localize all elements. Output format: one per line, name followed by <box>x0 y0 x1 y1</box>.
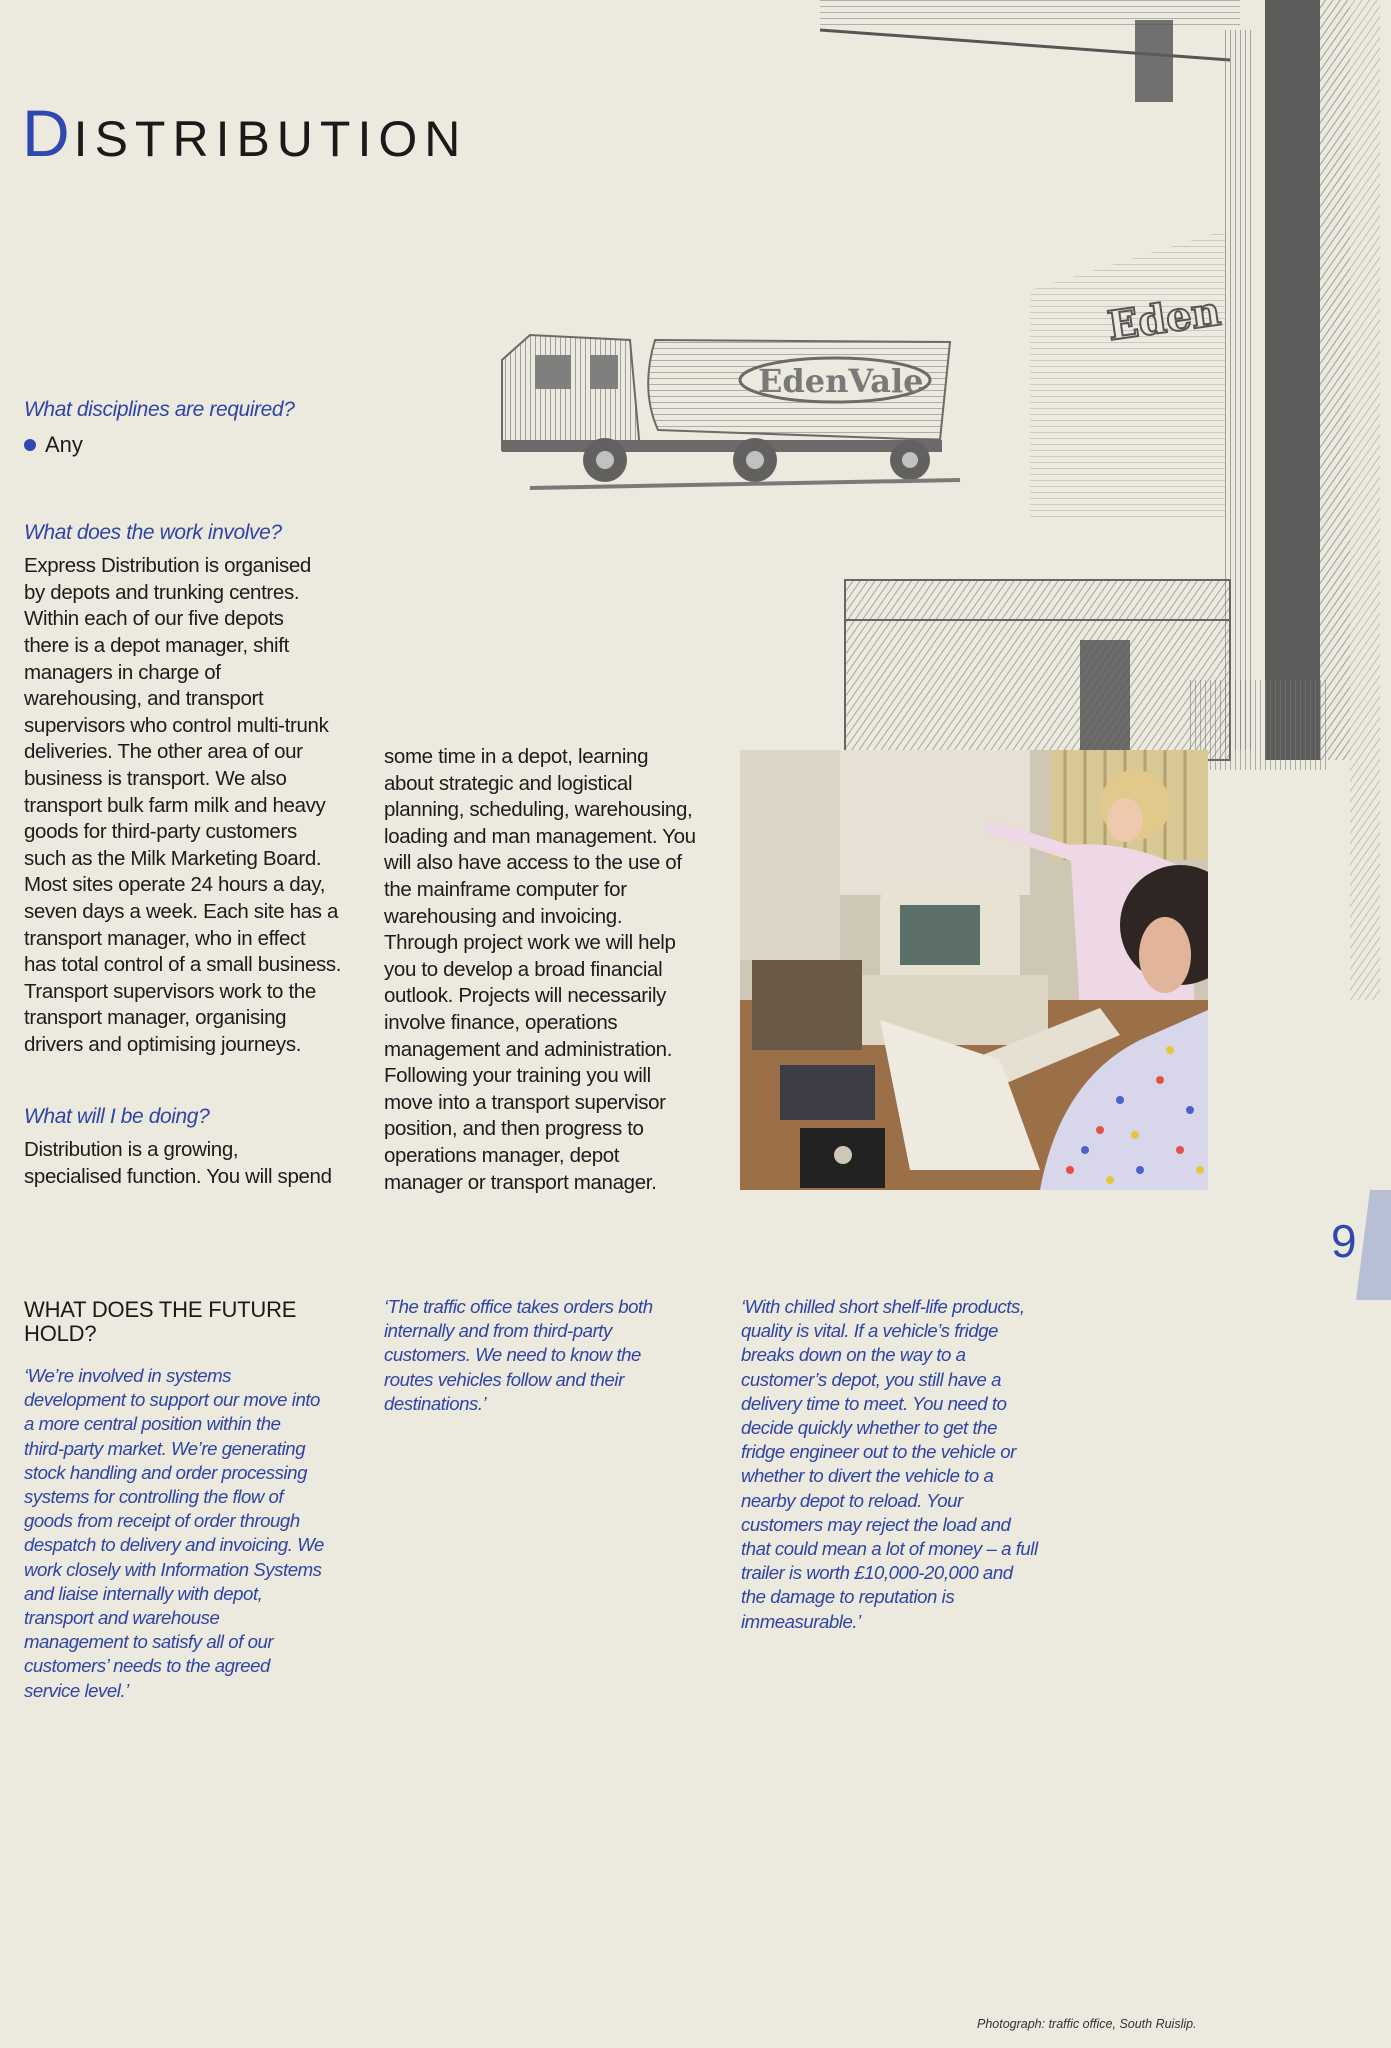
photo-caption: Photograph: traffic office, South Ruislip. <box>977 2017 1197 2031</box>
chilled-products-quote <box>741 1295 1101 1634</box>
quote-line: despatch to delivery and invoicing. We <box>24 1534 324 1556</box>
text-line: goods for third-party customers <box>24 820 297 844</box>
title-rest: ISTRIBUTION <box>73 111 468 167</box>
text-line: planning, scheduling, warehousing, <box>384 798 693 822</box>
page-tab-marker <box>1356 1190 1391 1300</box>
text-line: manager or transport manager. <box>384 1170 657 1194</box>
text-line: supervisors who control multi-trunk <box>24 713 329 737</box>
text-line: transport bulk farm milk and heavy <box>24 793 326 817</box>
text-line: Express Distribution is organised <box>24 554 311 578</box>
future-heading <box>24 1298 364 1346</box>
work-involve-body <box>24 553 354 1058</box>
svg-text:EdenVale: EdenVale <box>758 362 924 400</box>
disciplines-section <box>24 397 294 458</box>
work-involve-question: What does the work involve? <box>24 521 282 544</box>
traffic-office-quote <box>384 1295 724 1416</box>
text-line: warehousing, and transport <box>24 687 264 711</box>
quote-line: goods from receipt of order through <box>24 1510 300 1532</box>
text-line: Transport supervisors work to the <box>24 979 316 1003</box>
text-line: there is a depot manager, shift <box>24 633 289 657</box>
text-line: involve finance, operations <box>384 1010 618 1034</box>
text-line: business is transport. We also <box>24 766 287 790</box>
text-line: Distribution is a growing, <box>24 1138 239 1162</box>
quote-line: customers may reject the load and <box>741 1513 1011 1535</box>
quote-line: customers. We need to know the <box>384 1344 641 1366</box>
quote-line: trailer is worth £10,000-20,000 and <box>741 1562 1013 1584</box>
text-line: management and administration. <box>384 1037 673 1061</box>
quote-line: work closely with Information Systems <box>24 1558 322 1580</box>
quote-line: internally and from third-party <box>384 1320 612 1342</box>
text-line: transport manager, organising <box>24 1006 287 1030</box>
quote-line: transport and warehouse <box>24 1607 220 1629</box>
quote-line: stock handling and order processing <box>24 1461 307 1483</box>
text-line: the mainframe computer for <box>384 877 627 901</box>
quote-line: and liaise internally with depot, <box>24 1582 263 1604</box>
bullet-icon <box>24 439 36 451</box>
heading-line: WHAT DOES THE FUTURE <box>24 1297 297 1322</box>
text-line: some time in a depot, learning <box>384 745 649 768</box>
quote-line: breaks down on the way to a <box>741 1344 966 1366</box>
quote-line: third-party market. We’re generating <box>24 1437 306 1459</box>
text-line: Most sites operate 24 hours a day, <box>24 873 326 897</box>
text-line: transport manager, who in effect <box>24 926 306 950</box>
quote-line: nearby depot to reload. Your <box>741 1489 963 1511</box>
text-line: about strategic and logistical <box>384 771 633 795</box>
quote-line: a more central position within the <box>24 1413 281 1435</box>
disciplines-question: What disciplines are required? <box>24 398 295 421</box>
quote-line: ‘We’re involved in systems <box>24 1365 232 1386</box>
quote-line: ‘The traffic office takes orders both <box>384 1296 653 1317</box>
quote-line: customer’s depot, you still have a <box>741 1368 1001 1390</box>
future-quote <box>24 1364 364 1703</box>
photograph-icon <box>740 750 1208 1190</box>
quote-line: decide quickly whether to get the <box>741 1417 997 1439</box>
quote-line: that could mean a lot of money – a full <box>741 1538 1038 1560</box>
text-line: will also have access to the use of <box>384 851 682 875</box>
doing-body-col1 <box>24 1137 354 1190</box>
title-initial: D <box>22 96 74 170</box>
quote-line: immeasurable.’ <box>741 1610 861 1632</box>
text-line: operations manager, depot <box>384 1143 620 1167</box>
text-line: loading and man management. You <box>384 824 696 848</box>
doing-question: What will I be doing? <box>24 1105 210 1128</box>
quote-line: service level.’ <box>24 1679 129 1701</box>
page-title <box>22 96 468 170</box>
quote-line: management to satisfy all of our <box>24 1631 274 1653</box>
text-line: position, and then progress to <box>384 1117 644 1141</box>
text-line: you to develop a broad financial <box>384 957 663 981</box>
text-line: Through project work we will help <box>384 931 676 955</box>
traffic-office-photo <box>740 750 1208 1190</box>
svg-text:Eden: Eden <box>1104 287 1224 350</box>
text-line: managers in charge of <box>24 660 221 684</box>
text-line: Following your training you will <box>384 1064 651 1088</box>
quote-line: delivery time to meet. You need to <box>741 1392 1007 1414</box>
text-line: seven days a week. Each site has a <box>24 899 339 923</box>
text-line: drivers and optimising journeys. <box>24 1032 302 1056</box>
discipline-label: Any <box>45 432 83 458</box>
text-line: such as the Milk Marketing Board. <box>24 846 322 870</box>
quote-line: customers’ needs to the agreed <box>24 1655 270 1677</box>
quote-line: ‘With chilled short shelf-life products, <box>741 1296 1025 1317</box>
quote-line: routes vehicles follow and their <box>384 1368 624 1390</box>
heading-line: HOLD? <box>24 1321 97 1346</box>
quote-line: fridge engineer out to the vehicle or <box>741 1441 1016 1463</box>
disciplines-list-item <box>24 432 294 458</box>
text-line: move into a transport supervisor <box>384 1090 666 1114</box>
text-line: outlook. Projects will necessarily <box>384 984 667 1008</box>
quote-line: systems for controlling the flow of <box>24 1486 284 1508</box>
text-line: deliveries. The other area of our <box>24 740 303 764</box>
quote-line: the damage to reputation is <box>741 1586 955 1608</box>
quote-line: quality is vital. If a vehicle’s fridge <box>741 1320 999 1342</box>
text-line: specialised function. You will spend <box>24 1164 332 1188</box>
text-line: by depots and trunking centres. <box>24 580 300 604</box>
doing-body-col2 <box>384 744 724 1196</box>
work-involve-section <box>24 520 354 1058</box>
doing-section <box>24 1104 354 1190</box>
quote-line: whether to divert the vehicle to a <box>741 1465 994 1487</box>
future-section <box>24 1298 364 1703</box>
text-line: Within each of our five depots <box>24 607 284 631</box>
quote-line: destinations.’ <box>384 1392 487 1414</box>
text-line: has total control of a small business. <box>24 953 342 977</box>
text-line: warehousing and invoicing. <box>384 904 623 928</box>
page-number: 9 <box>1331 1215 1357 1267</box>
quote-line: development to support our move into <box>24 1389 320 1411</box>
